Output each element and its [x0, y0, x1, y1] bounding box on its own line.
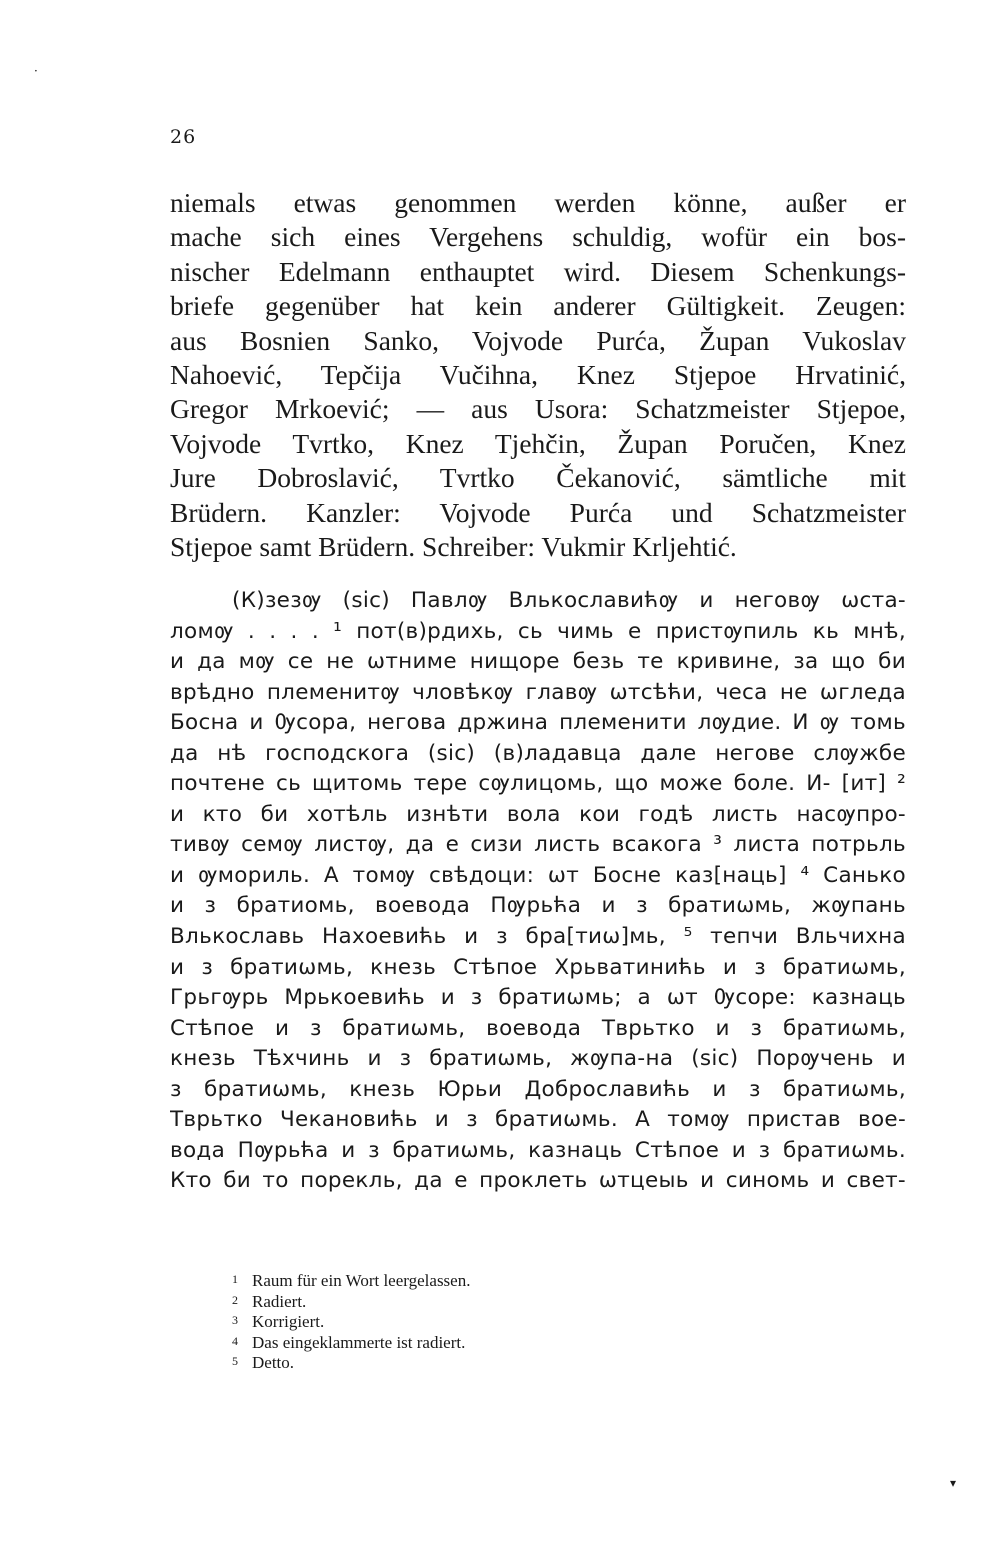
german-line: mache sich eines Vergehens schuldig, wofür ein bos-: [170, 221, 906, 253]
footnote: [232, 1352, 470, 1373]
footnote-text: Raum für ein Wort leergelassen.: [252, 1271, 471, 1290]
old-text-line: вода Пѹрьћа и з братиѡмь, казнаць Стѣпое и з братиѡмь.: [170, 1137, 906, 1163]
german-line: Vojvode Tvrtko, Knez Tjehčin, Župan Poručen, Knez: [170, 427, 906, 459]
footnote-text: Korrigiert.: [252, 1312, 325, 1332]
german-line: Gregor Mrkoević; — aus Usora: Schatzmeister Stjepoe,: [170, 393, 906, 425]
scan-speck: ·: [34, 64, 38, 78]
old-text-line: и з братиѡмь, кнезь Стѣпое Хрьватинићь и з братиѡмь,: [170, 954, 906, 980]
footnote-number: 4: [232, 1333, 238, 1348]
footnote-number: 1: [232, 1272, 238, 1286]
german-line: nischer Edelmann enthauptet wird. Diesem Schenkungs-: [170, 255, 906, 287]
footnote-number: 2: [232, 1292, 238, 1307]
old-text-line: Влькославь Нахоевићь и з бра[тиѡ]мь, ⁵ тепчи Вльчихна: [170, 924, 906, 950]
german-line: Brüdern. Kanzler: Vojvode Purća und Schatzmeister: [170, 496, 906, 528]
old-text-line: и ѹмориль. А томѹ свѣдоци: ѡт Босне каз[наць] ⁴ Санько: [170, 862, 906, 888]
footnote: [232, 1270, 470, 1291]
old-text-line: да нѣ господскога (sic) (в)ладавца дале негове слѹжбе: [170, 740, 906, 766]
old-text-line: Босна и Ѹсора, негова држина племенити лѹдие. И ѹ томь: [170, 710, 906, 736]
footnote-text: Radiert.: [252, 1291, 307, 1311]
old-text-line: з братиѡмь, кнезь Юрьи Доброславићь и з братиѡмь,: [170, 1076, 906, 1102]
footnote-number: 5: [232, 1354, 238, 1369]
german-line: Nahoević, Tepčija Vučihna, Knez Stjepoe Hrvatinić,: [170, 359, 906, 391]
scan-speck: ▾: [950, 1476, 957, 1490]
german-line: aus Bosnien Sanko, Vojvode Purća, Župan Vukoslav: [170, 324, 906, 356]
footnote-text: Das eingeklammerte ist radiert.: [252, 1332, 466, 1352]
footnote: [232, 1311, 470, 1332]
german-line: Jure Dobroslavić, Tvrtko Čekanović, sämtliche mit: [170, 462, 906, 494]
old-text-line: (К)зезѹ (sic) Павлѹ Влькославићѹ и неговѹ ѡста-: [232, 588, 906, 613]
old-text-line: Стѣпое и з братиѡмь, воевода Тврьтко и з братиѡмь,: [170, 1015, 906, 1041]
old-text-line: и кто би хотѣль изнѣти вола кои годѣ листь насѹпро-: [170, 801, 906, 827]
old-text-line: ломѹ . . . . ¹ пот(в)рдихь, сь чимь е пристѹпиль кь мнѣ,: [170, 618, 906, 644]
german-paragraph: [170, 186, 906, 564]
old-text-line: Кто би то порекль, да е проклеть ѡтцеыь и синомь и свет-: [170, 1168, 906, 1194]
footnote-number: 3: [232, 1313, 238, 1328]
old-text-line: Тврьтко Чекановићь и з братиѡмь. А томѹ пристав вое-: [170, 1107, 906, 1133]
german-line: niemals etwas genommen werden könne, außer er: [170, 187, 906, 218]
page-number: 26: [170, 126, 197, 148]
old-slavonic-paragraph: [170, 586, 906, 1197]
old-text-line: кнезь Тѣхчинь и з братиѡмь, жѹпа-на (sic) Порѹчень и: [170, 1046, 906, 1072]
german-line: Stjepoe samt Brüdern. Schreiber: Vukmir Krljehtić.: [170, 531, 737, 563]
footnotes: [232, 1270, 470, 1373]
footnote-text: Detto.: [252, 1353, 295, 1373]
german-line: briefe gegenüber hat kein anderer Gültigkeit. Zeugen:: [170, 290, 906, 322]
old-text-line: и да мѹ се не ѡтниме нищоре безь те кривине, за що би: [170, 649, 906, 675]
footnote: [232, 1291, 470, 1312]
old-text-line: почтене сь щитомь тере сѹлицомь, що може боле. И- [ит] ²: [170, 771, 906, 797]
old-text-line: врѣдно племенитѹ чловѣкѹ главѹ ѡтсѣћи, чеса не ѡгледа: [170, 679, 906, 705]
old-text-line: тивѹ семѹ листѹ, да е сизи листь всакога ³ листа потрьль: [170, 832, 906, 858]
old-text-line: и з братиомь, воевода Пѹрьћа и з братиѡмь, жѹпань: [170, 893, 906, 919]
footnote: [232, 1332, 470, 1353]
old-text-line: Грьгѹрь Мрькоевићь и з братиѡмь; а ѡт Ѹсоре: казнаць: [170, 985, 906, 1011]
